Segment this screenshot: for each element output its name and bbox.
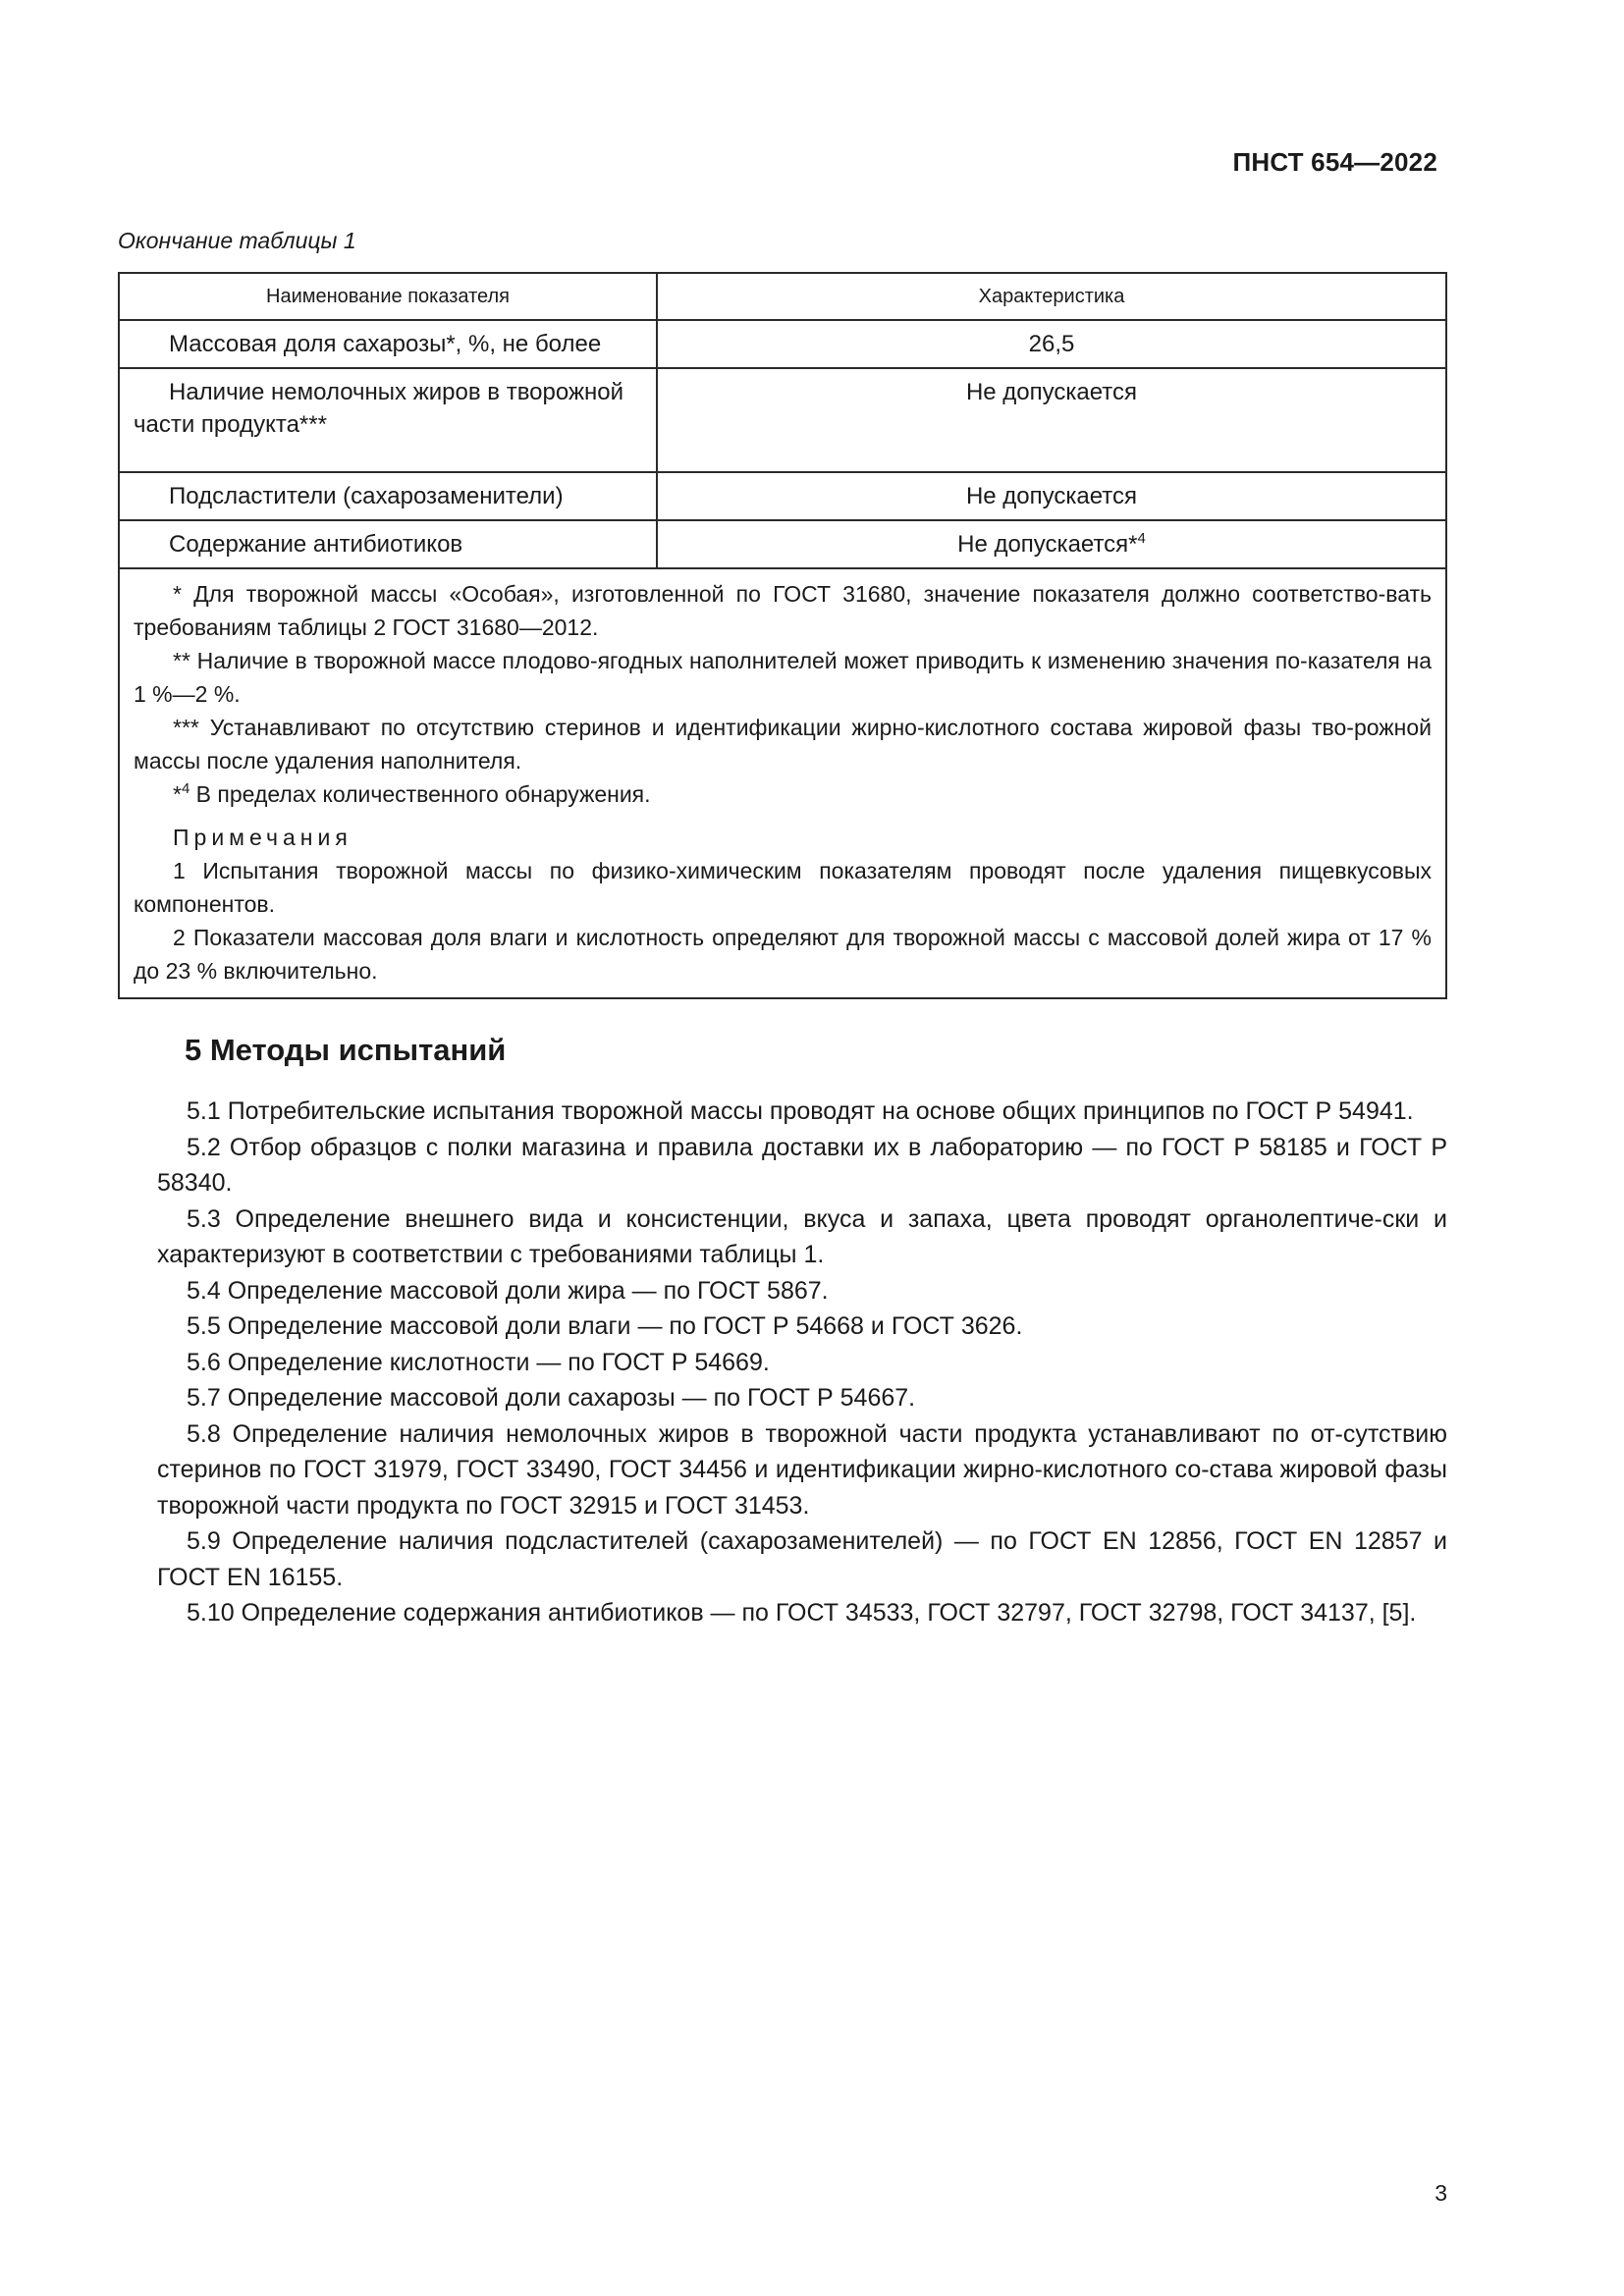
column-header-characteristic: Характеристика	[657, 273, 1446, 320]
row-value-sweeteners: Не допускается	[657, 472, 1446, 520]
row-value-antibiotics-text: Не допускается*	[957, 531, 1138, 558]
footnote-4-mark: *	[173, 781, 182, 807]
paragraph-5-1: 5.1 Потребительские испытания творожной массы проводят на основе общих принципов по ГОСТ Р 54941.	[187, 1097, 1414, 1125]
footnote-4	[134, 777, 1432, 811]
paragraph-5-10: 5.10 Определение содержания антибиотиков — по ГОСТ 34533, ГОСТ 32797, ГОСТ 32798, ГОСТ 34137, [5].	[187, 1599, 1417, 1627]
row-name-nondairy-fats-text: Наличие немолочных жиров в творожной части продукта***	[134, 379, 624, 438]
row-name-nondairy-fats	[119, 368, 657, 472]
footnote-4-sup: 4	[181, 780, 190, 797]
table-footnotes	[119, 568, 1446, 998]
note-1: 1 Испытания творожной массы по физико-химическим показателям проводят после удаления пищевкусовых компонентов.	[134, 858, 1432, 917]
row-name-sweeteners: Подсластители (сахарозаменители)	[119, 472, 657, 520]
footnote-1: * Для творожной массы «Особая», изготовленной по ГОСТ 31680, значение показателя должно соответство-вать требованиям таблицы 2 ГОСТ 31680—2012.	[134, 581, 1432, 640]
paragraph-5-7: 5.7 Определение массовой доли сахарозы — по ГОСТ Р 54667.	[187, 1384, 916, 1412]
row-value-sucrose: 26,5	[657, 320, 1446, 368]
row-value-antibiotics	[657, 520, 1446, 568]
paragraph-5-5: 5.5 Определение массовой доли влаги — по ГОСТ Р 54668 и ГОСТ 3626.	[187, 1312, 1023, 1340]
document-code: ПНСТ 654—2022	[1232, 147, 1437, 177]
page-number: 3	[1435, 2180, 1447, 2206]
paragraph-5-8: 5.8 Определение наличия немолочных жиров в творожной части продукта устанавливают по от-сутствию стеринов по ГОСТ 31979, ГОСТ 33490, ГОСТ 34456 и идентификации жирно-кислотного со-става жировой фазы творожной части продукта по ГОСТ 32915 и ГОСТ 31453.	[157, 1419, 1447, 1520]
table-row	[119, 320, 1446, 368]
section-body	[157, 1094, 1447, 1631]
table-row	[119, 520, 1446, 568]
table-caption: Окончание таблицы 1	[118, 228, 356, 253]
paragraph-5-9: 5.9 Определение наличия подсластителей (сахарозаменителей) — по ГОСТ EN 12856, ГОСТ EN 12857 и ГОСТ EN 16155.	[157, 1527, 1447, 1591]
row-value-antibiotics-sup: 4	[1137, 530, 1146, 547]
paragraph-5-4: 5.4 Определение массовой доли жира — по ГОСТ 5867.	[187, 1276, 829, 1305]
table-row	[119, 472, 1446, 520]
footnote-2: ** Наличие в творожной массе плодово-ягодных наполнителей может приводить к изменению значения по-казателя на 1 %—2 %.	[134, 648, 1432, 707]
row-name-antibiotics: Содержание антибиотиков	[119, 520, 657, 568]
footnote-3: *** Устанавливают по отсутствию стеринов и идентификации жирно-кислотного состава жировой фазы тво-рожной массы после удаления наполнителя.	[134, 715, 1432, 774]
row-value-nondairy-fats: Не допускается	[657, 368, 1446, 472]
paragraph-5-6: 5.6 Определение кислотности — по ГОСТ Р 54669.	[187, 1348, 770, 1376]
column-header-indicator: Наименование показателя	[119, 273, 657, 320]
paragraph-5-2: 5.2 Отбор образцов с полки магазина и правила доставки их в лабораторию — по ГОСТ Р 58185 и ГОСТ Р 58340.	[157, 1133, 1447, 1197]
notes-heading: Примечания	[173, 825, 352, 850]
table-notes-row	[119, 568, 1446, 998]
row-name-sucrose: Массовая доля сахарозы*, %, не более	[119, 320, 657, 368]
table-row	[119, 368, 1446, 472]
paragraph-5-3: 5.3 Определение внешнего вида и консистенции, вкуса и запаха, цвета проводят органолептиче-ски и характеризуют в соответствии с требованиями таблицы 1.	[157, 1204, 1447, 1268]
indicators-table	[118, 272, 1447, 999]
section-title: 5 Методы испытаний	[185, 1033, 507, 1067]
table-header-row	[119, 273, 1446, 320]
note-2: 2 Показатели массовая доля влаги и кислотность определяют для творожной массы с массовой долей жира от 17 % до 23 % включительно.	[134, 925, 1432, 984]
footnote-4-text: В пределах количественного обнаружения.	[189, 781, 651, 807]
